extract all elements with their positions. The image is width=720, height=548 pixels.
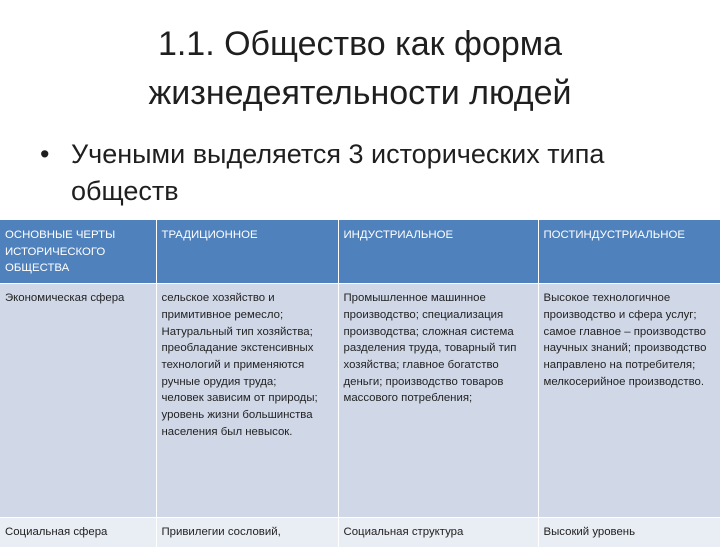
table-row-economic: [0, 284, 720, 518]
header-traditional: ТРАДИЦИОННОЕ: [156, 220, 338, 284]
row-label-economic: Экономическая сфера: [0, 284, 156, 518]
slide-title: [0, 20, 720, 118]
cell-economic-traditional: [156, 284, 338, 518]
cell-line: Привилегии сословий,: [161, 526, 281, 539]
slide-title-line-2: жизнедеятельности людей: [148, 74, 572, 112]
cell-social-industrial: Социальная структура: [338, 518, 538, 548]
bullet-dot-icon: •: [40, 139, 50, 169]
cell-social-postindustrial: Высокий уровень: [538, 518, 720, 548]
bullet-point: [40, 136, 710, 210]
society-types-table: [0, 220, 720, 548]
cell-line: преобладание экстенсивных технологий и применяются ручные орудия труда;: [161, 342, 314, 388]
cell-line: человек зависим от природы;: [161, 392, 318, 405]
cell-line: сельское хозяйство и примитивное ремесло;: [161, 292, 284, 321]
header-postindustrial: ПОСТИНДУСТРИАЛЬНОЕ: [538, 220, 720, 284]
table-header-row: [0, 220, 720, 284]
cell-economic-postindustrial: Высокое технологичное производство и сфера услуг; самое главное – производство научных знаний; производство направлено на потребителя; мелкосерийное производство.: [538, 284, 720, 518]
header-features: ОСНОВНЫЕ ЧЕРТЫ ИСТОРИЧЕСКОГО ОБЩЕСТВА: [0, 220, 156, 284]
cell-social-traditional: [156, 518, 338, 548]
header-industrial: ИНДУСТРИАЛЬНОЕ: [338, 220, 538, 284]
cell-line: уровень жизни большинства населения был невысок.: [161, 409, 313, 438]
bullet-text: Учеными выделяется 3 исторических типа обществ: [71, 139, 605, 206]
cell-line: Натуральный тип хозяйства;: [161, 325, 313, 338]
table-row-social: [0, 518, 720, 548]
row-label-social: Социальная сфера: [0, 518, 156, 548]
slide-title-line-1: 1.1. Общество как форма: [157, 25, 563, 63]
cell-economic-industrial: Промышленное машинное производство; специализация производства; сложная система разделения труда, товарный тип хозяйства; главное богатство деньги; производство товаров массового потребления;: [338, 284, 538, 518]
